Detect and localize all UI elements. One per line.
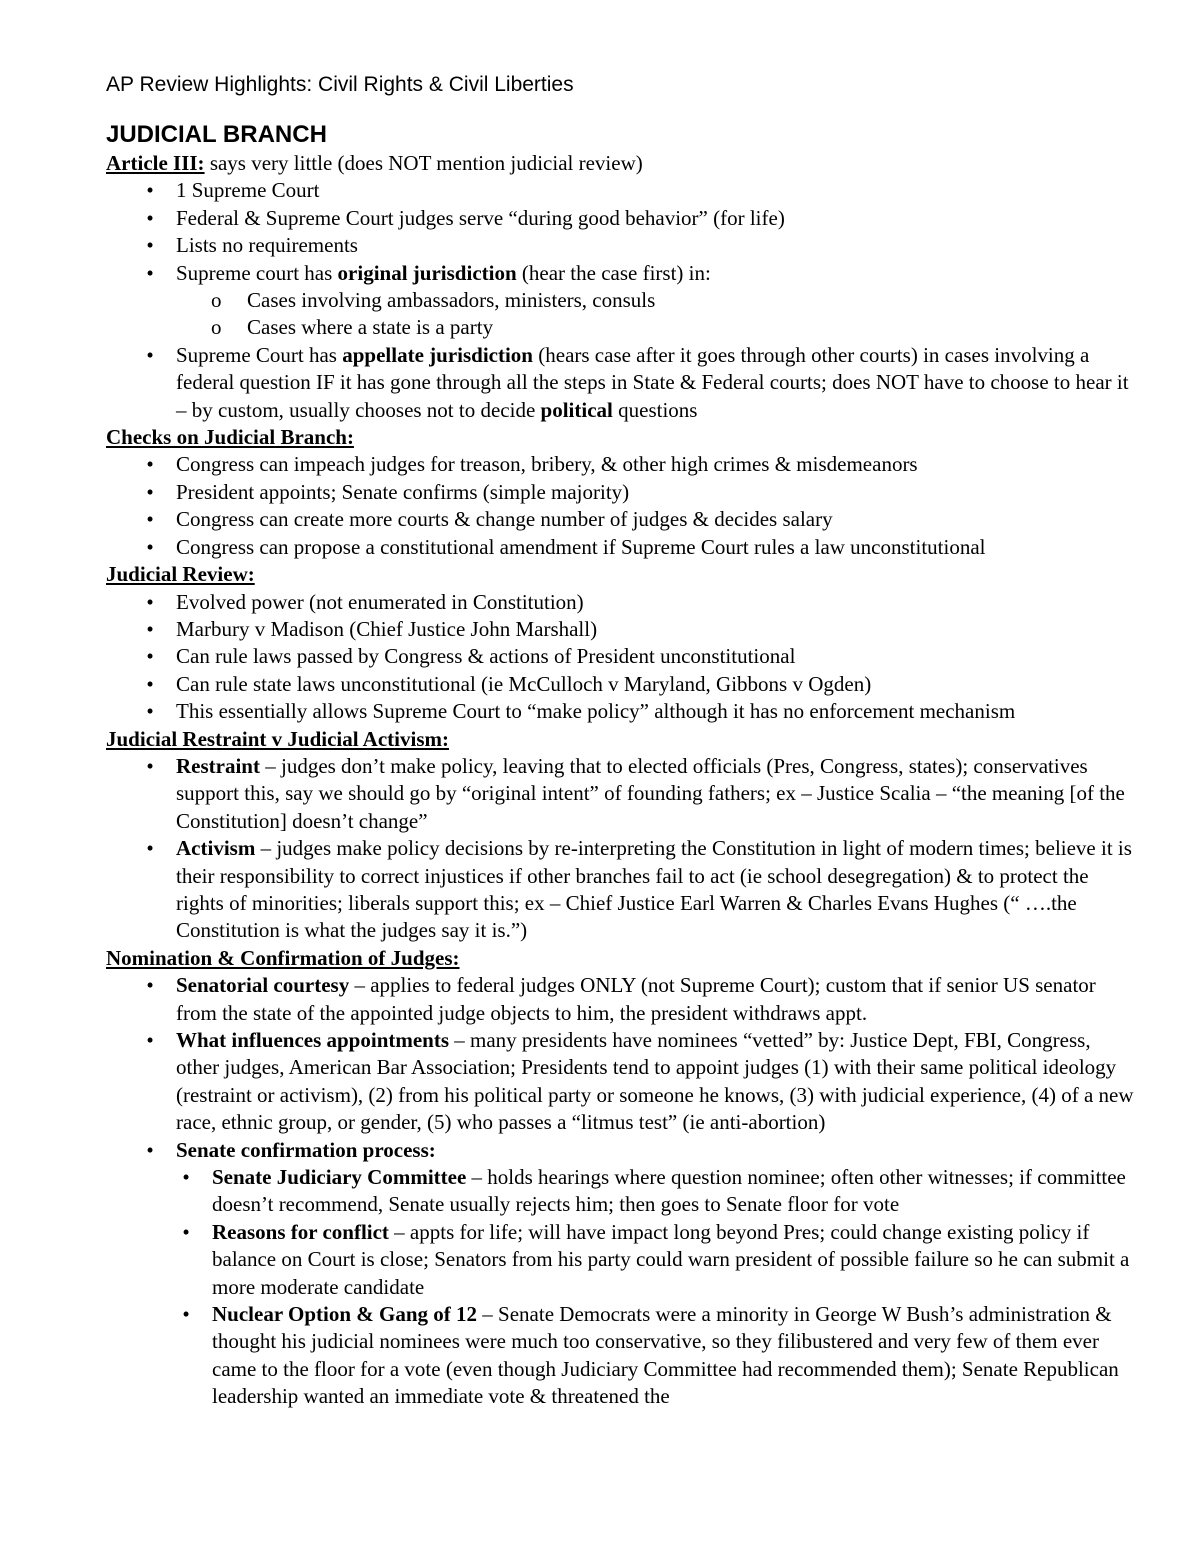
bold-term: appellate jurisdiction xyxy=(342,342,533,367)
checks-heading: Checks on Judicial Branch: xyxy=(106,425,354,450)
list-item: • What influences appointments – many presidents have nominees “vetted” by: Justice Dept, FBI, Congress, other judges, American Bar Association; Presidents tend to appoint judges (1) with their same political ideology (restraint or activism), (2) from his political party or someone he knows, (3) with judicial experience, (4) of a new race, ethnic group, or gender, (5) who passes a “litmus test” (ie anti-abortion) xyxy=(176,1027,1136,1137)
sub-list-item: o Cases where a state is a party xyxy=(247,314,1136,341)
list-item: • Lists no requirements xyxy=(176,232,1136,259)
list-item: • Supreme Court has appellate jurisdiction (hears case after it goes through other courts) in cases involving a federal question IF it has gone through all the steps in State & Federal courts; does NOT have to choose to hear it – by custom, usually chooses not to decide political questions xyxy=(176,342,1136,424)
list-item: • Marbury v Madison (Chief Justice John Marshall) xyxy=(176,616,1136,643)
bullet-icon: • xyxy=(146,1137,154,1162)
document-page xyxy=(106,70,1136,1411)
list-item: • Federal & Supreme Court judges serve “during good behavior” (for life) xyxy=(176,205,1136,232)
list-item: • Activism – judges make policy decisions by re-interpreting the Constitution in light of modern times; believe it is their responsibility to correct injustices if other branches fail to act (ie school desegregation) & to protect the rights of minorities; liberals support this; ex – Chief Justice Earl Warren & Charles Evans Hughes (“ ….the Constitution is what the judges say it is.”) xyxy=(176,835,1136,945)
bold-term: original jurisdiction xyxy=(337,260,517,285)
document-title: AP Review Highlights: Civil Rights & Civil Liberties xyxy=(106,73,574,96)
bold-term: political xyxy=(540,397,613,422)
list-item: • Congress can create more courts & change number of judges & decides salary xyxy=(176,506,1136,533)
bullet-icon: • xyxy=(146,973,154,998)
list-item: • 1 Supreme Court xyxy=(176,177,1136,204)
list-item: • Restraint – judges don’t make policy, leaving that to elected officials (Pres, Congress, states); conservatives support this, say we should go by “original intent” of founding fathers; ex – Justice Scalia – “the meaning [of the Constitution] doesn’t change” xyxy=(176,753,1136,835)
bullet-icon: • xyxy=(146,452,154,477)
circle-bullet-icon: o xyxy=(211,288,222,313)
bold-term: Senatorial courtesy xyxy=(176,973,350,998)
list-item: • Congress can propose a constitutional amendment if Supreme Court rules a law unconstitutional xyxy=(176,534,1136,561)
nomination-list xyxy=(106,972,1136,1411)
article-iii-label: Article III: xyxy=(106,151,205,175)
bullet-icon: • xyxy=(182,1165,190,1190)
bullet-icon: • xyxy=(146,589,154,614)
original-jurisdiction-sublist xyxy=(176,287,1136,342)
list-item: • Congress can impeach judges for treason, bribery, & other high crimes & misdemeanors xyxy=(176,451,1136,478)
bullet-icon: • xyxy=(146,342,154,367)
bullet-icon: • xyxy=(146,671,154,696)
sub-list-item: o Cases involving ambassadors, ministers, consuls xyxy=(247,287,1136,314)
sub-list-item: • Senate Judiciary Committee – holds hearings where question nominee; often other witnesses; if committee doesn’t recommend, Senate usually rejects him; then goes to Senate floor for vote xyxy=(212,1164,1136,1219)
article-iii-list xyxy=(106,177,1136,424)
bullet-icon: • xyxy=(146,507,154,532)
bullet-icon: • xyxy=(146,836,154,861)
bullet-icon: • xyxy=(146,753,154,778)
bold-term: Senate confirmation process: xyxy=(176,1137,436,1162)
bullet-icon: • xyxy=(146,534,154,559)
bullet-icon: • xyxy=(146,616,154,641)
bullet-icon: • xyxy=(146,205,154,230)
bullet-icon: • xyxy=(182,1302,190,1327)
article-iii-text: says very little (does NOT mention judicial review) xyxy=(204,151,643,175)
bold-term: Reasons for conflict xyxy=(212,1219,389,1244)
sub-list-item: • Nuclear Option & Gang of 12 – Senate Democrats were a minority in George W Bush’s administration & thought his judicial nominees were much too conservative, so they filibustered and very few of them ever came to the floor for a vote (even though Judiciary Committee had recommended them); Senate Republican leadership wanted an immediate vote & threatened the xyxy=(212,1301,1136,1411)
judicial-review-heading: Judicial Review: xyxy=(106,562,255,587)
list-item: • This essentially allows Supreme Court to “make policy” although it has no enforcement mechanism xyxy=(176,698,1136,725)
list-item xyxy=(146,1137,1136,1411)
bold-term: Nuclear Option & Gang of 12 xyxy=(212,1302,478,1327)
list-item: • Supreme court has original jurisdiction (hear the case first) in: o Cases involving ambassadors, ministers, consuls o Cases where a state is a party xyxy=(176,260,1136,342)
bold-term: Senate Judiciary Committee xyxy=(212,1165,467,1190)
sub-list-item: • Reasons for conflict – appts for life; will have impact long beyond Pres; could change existing policy if balance on Court is close; Senators from his party could warn president of possible failure so he can submit a more moderate candidate xyxy=(212,1219,1136,1301)
list-item: • Can rule laws passed by Congress & actions of President unconstitutional xyxy=(176,643,1136,670)
bullet-icon: • xyxy=(146,1028,154,1052)
bullet-icon: • xyxy=(182,1219,190,1244)
checks-list xyxy=(106,451,1136,561)
bullet-icon: • xyxy=(146,479,154,504)
section-title: JUDICIAL BRANCH xyxy=(106,121,327,148)
bullet-icon: • xyxy=(146,699,154,724)
bullet-icon: • xyxy=(146,260,154,285)
judicial-review-list xyxy=(106,589,1136,726)
bold-term: Restraint xyxy=(176,753,260,778)
bullet-icon: • xyxy=(146,178,154,203)
bold-term: What influences appointments xyxy=(176,1028,450,1052)
article-iii-heading xyxy=(106,150,1136,177)
list-item: • Can rule state laws unconstitutional (ie McCulloch v Maryland, Gibbons v Ogden) xyxy=(176,671,1136,698)
restraint-activism-list xyxy=(106,753,1136,945)
confirmation-process-sublist xyxy=(176,1164,1136,1411)
bullet-icon: • xyxy=(146,233,154,258)
list-item: • Evolved power (not enumerated in Constitution) xyxy=(176,589,1136,616)
bold-term: Activism xyxy=(176,836,256,861)
list-item: • President appoints; Senate confirms (simple majority) xyxy=(176,479,1136,506)
circle-bullet-icon: o xyxy=(211,315,222,340)
nomination-heading: Nomination & Confirmation of Judges: xyxy=(106,945,460,970)
bullet-icon: • xyxy=(146,644,154,669)
restraint-activism-heading: Judicial Restraint v Judicial Activism: xyxy=(106,726,449,751)
list-item: • Senatorial courtesy – applies to federal judges ONLY (not Supreme Court); custom that if senior US senator from the state of the appointed judge objects to him, the president withdraws appt. xyxy=(176,972,1136,1027)
